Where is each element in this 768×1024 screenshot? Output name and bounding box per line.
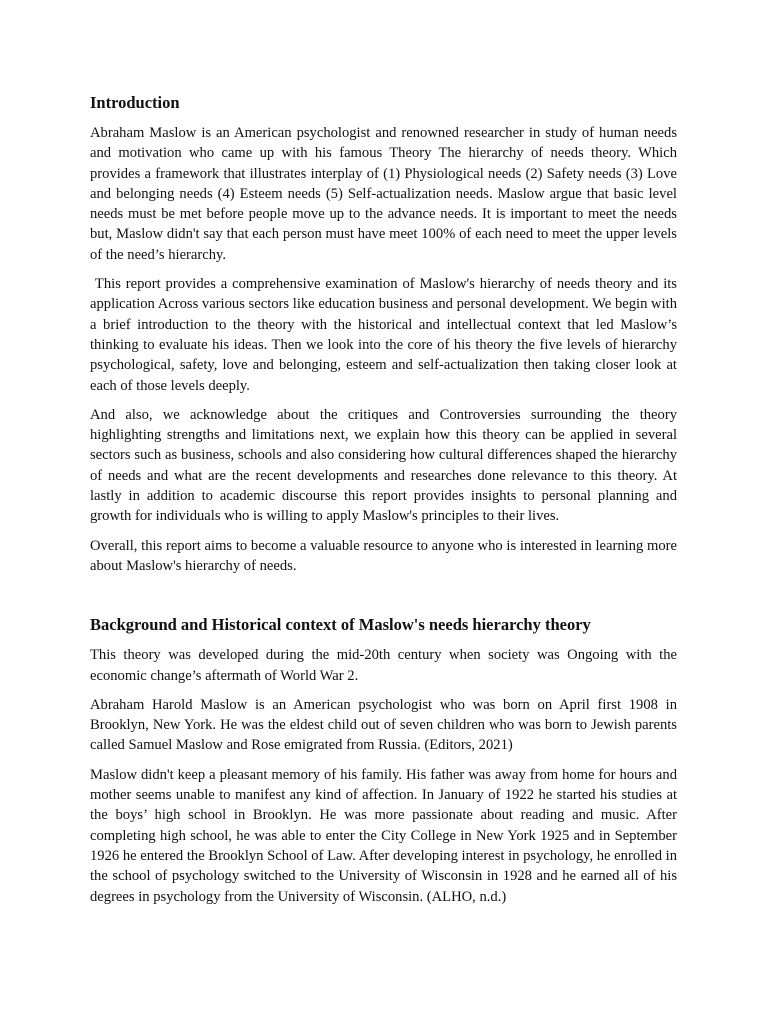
paragraph: This theory was developed during the mid-20th century when society was Ongoing with the economic change’s aftermath of World War 2. bbox=[90, 647, 677, 684]
paragraph: Abraham Harold Maslow is an American psychologist who was born on April first 1908 in Brooklyn, New York. He was the eldest child out of seven children who was born to Jewish parents called Samuel Maslow and Rose emigrated from Russia. (Editors, 2021) bbox=[90, 696, 677, 754]
paragraph: Abraham Maslow is an American psychologist and renowned researcher in study of human needs and motivation who came up with his famous Theory The hierarchy of needs theory. Which provides a framework that illustrates interplay of (1) Physiological needs (2) Safety needs (3) Love and belonging needs (4) Esteem needs (5) Self-actualization needs. Maslow argue that basic level needs must be met before people move up to the advance needs. It is important to meet the needs but, Maslow didn't say that each person must have meet 100% of each need to meet the upper levels of the need’s hierarchy. bbox=[90, 125, 677, 263]
section-heading: Introduction bbox=[90, 93, 180, 112]
paragraph bbox=[90, 274, 677, 396]
paragraph: And also, we acknowledge about the critiques and Controversies surrounding the theory highlighting strengths and limitations next, we explain how this theory can be applied in several sectors such as business, schools and also considering how cultural differences shaped the hierarchy of needs and what are the recent developments and researches done relevance to this theory. At lastly in addition to academic discourse this report provides insights to personal planning and growth for individuals who is willing to apply Maslow's principles to their lives. bbox=[90, 406, 677, 525]
section-heading: Background and Historical context of Maslow's needs hierarchy theory bbox=[90, 615, 591, 635]
paragraph: Overall, this report aims to become a valuable resource to anyone who is interested in learning more about Maslow's hierarchy of needs. bbox=[90, 537, 677, 574]
paragraph-text: This report provides a comprehensive examination of Maslow's hierarchy of needs theory and its application Across various sectors like education business and personal development. We begin with a brief introduction to the theory with the historical and intellectual context that led Maslow’s thinking to evaluate his ideas. Then we look into the core of his theory the five levels of hierarchy psychological, safety, love and belonging, esteem and self-actualization then taking closer look at each of those levels deeply. bbox=[90, 276, 677, 394]
section-background bbox=[90, 614, 677, 907]
paragraph: Maslow didn't keep a pleasant memory of his family. His father was away from home for hours and mother seems unable to manifest any kind of affection. In January of 1922 he started his studies at the boys’ high school in Brooklyn. He was more passionate about reading and music. After completing high school, he was able to enter the City College in New York 1925 and in September 1926 he entered the Brooklyn School of Law. After developing interest in psychology, he enrolled in the school of psychology switched to the University of Wisconsin in 1928 and he earned all of his degrees in psychology from the University of Wisconsin. (ALHO, n.d.) bbox=[90, 766, 677, 905]
section-introduction bbox=[90, 92, 677, 576]
document-page bbox=[90, 92, 677, 907]
